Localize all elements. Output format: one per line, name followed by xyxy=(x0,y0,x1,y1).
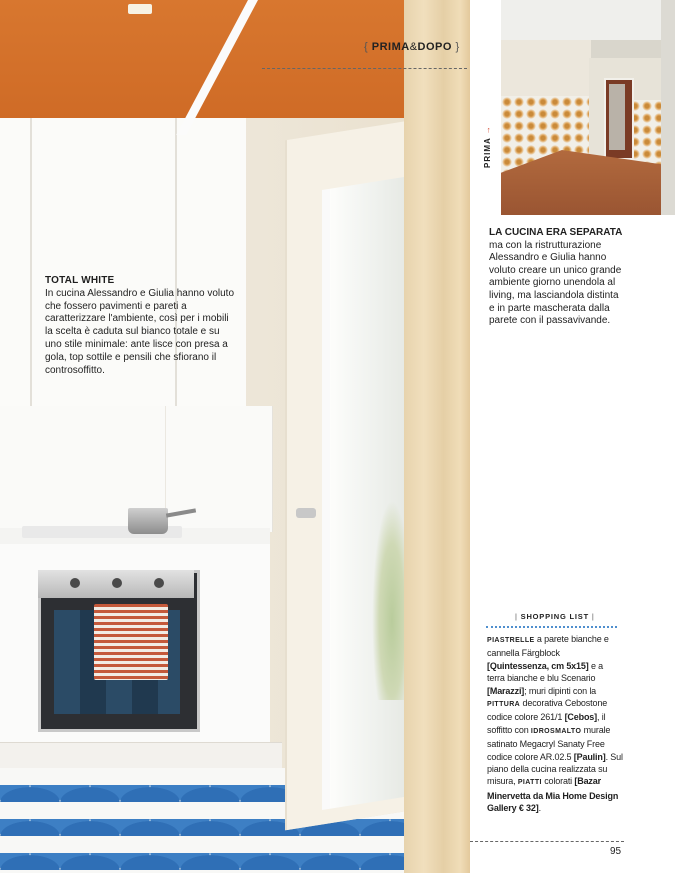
before-photo xyxy=(501,0,675,215)
keyword-pittura: PITTURA xyxy=(487,701,521,709)
photo-curtain xyxy=(404,0,470,873)
caption-before-body: ma con la ristrutturazione Alessandro e Giulia hanno voluto creare un unico grande ambiente giorno unendola al living, ma lasciandola distinta e in parte mascherata dalla parete con il passavivande. xyxy=(489,239,622,327)
shopping-text: , il soffitto con xyxy=(487,712,606,735)
shopping-blue-dotted-rule xyxy=(486,626,617,628)
header-close-brace: } xyxy=(455,41,460,53)
shopping-list-title: SHOPPING LIST xyxy=(520,612,589,621)
shopping-text: decorativa Cebostone codice colore 261/1 xyxy=(487,698,608,723)
shopping-text: ; muri dipinti con la xyxy=(524,685,597,696)
caption-before xyxy=(489,227,625,328)
photo-striped-towel xyxy=(94,604,168,680)
photo-oven-knob xyxy=(70,578,80,588)
header-dashed-rule xyxy=(262,68,467,69)
shopping-text: colorati xyxy=(541,776,575,787)
shopping-text: murale satinato Megacryl Sanaty Free codice colore AR.02.5 xyxy=(487,724,611,762)
caption-title: TOTAL WHITE xyxy=(45,275,115,286)
keyword-piatti: PIATTI xyxy=(517,779,542,787)
brand-marazzi: [Marazzi] xyxy=(487,685,525,696)
before-wall-edge xyxy=(661,0,675,215)
shopping-list-header xyxy=(515,612,595,621)
header-ampersand: & xyxy=(409,41,418,53)
photo-oven-knob xyxy=(112,578,122,588)
shopping-text: e a terra bianche e blu Scenario xyxy=(487,660,604,684)
footer-dashed-rule xyxy=(470,841,624,842)
caption-before-title: LA CUCINA ERA SEPARATA xyxy=(489,227,623,238)
arrow-right-icon: → xyxy=(483,125,492,135)
shopping-close-bar: | xyxy=(591,612,595,621)
caption-total-white xyxy=(45,275,235,377)
photo-door-handle xyxy=(296,508,316,518)
header-open-brace: { xyxy=(364,41,369,53)
shopping-text: . Sul piano della cucina realizzata su misura, xyxy=(487,751,623,787)
brand-cebos: [Cebos] xyxy=(564,712,598,723)
keyword-piastrelle: PIASTRELLE xyxy=(487,637,535,644)
caption-body: In cucina Alessandro e Giulia hanno voluto che fossero pavimenti e pareti a caratterizzare l'ambiente, così per i mobili la scelta è caduta sul bianco totale e su uno stile minimale: ante lisce con presa a gola, top sottile e pensili che sfiorano il controsoffitto. xyxy=(45,287,235,376)
before-window-glass xyxy=(609,84,625,150)
shopping-list-body xyxy=(487,633,623,815)
photo-ceiling-light xyxy=(128,4,152,14)
shopping-text: . xyxy=(538,803,541,814)
brand-quintessenza: [Quintessenza, cm 5x15] xyxy=(487,660,589,671)
brand-paulin: [Paulin] xyxy=(573,751,606,762)
photo-pan xyxy=(128,508,168,534)
photo-oven-knob xyxy=(154,578,164,588)
page-number: 95 xyxy=(610,846,622,857)
photo-orange-ceiling xyxy=(0,0,470,118)
photo-plinth xyxy=(0,742,282,769)
header-prima: PRIMA xyxy=(371,41,410,53)
section-header xyxy=(364,41,460,53)
shopping-open-bar: | xyxy=(515,612,518,621)
photo-cabinet-seam xyxy=(30,118,32,408)
shopping-text: a parete bianche e cannella Färgblock xyxy=(487,634,609,659)
header-dopo: DOPO xyxy=(417,41,452,53)
prima-label xyxy=(483,125,492,168)
before-ceiling xyxy=(501,0,675,40)
keyword-idrosmalto: IDROSMALTO xyxy=(530,727,582,735)
prima-label-text: PRIMA xyxy=(483,137,492,168)
brand-bazar-minervetta: [Bazar Minervetta da Mia Home Design Gallery € 32] xyxy=(487,776,619,814)
